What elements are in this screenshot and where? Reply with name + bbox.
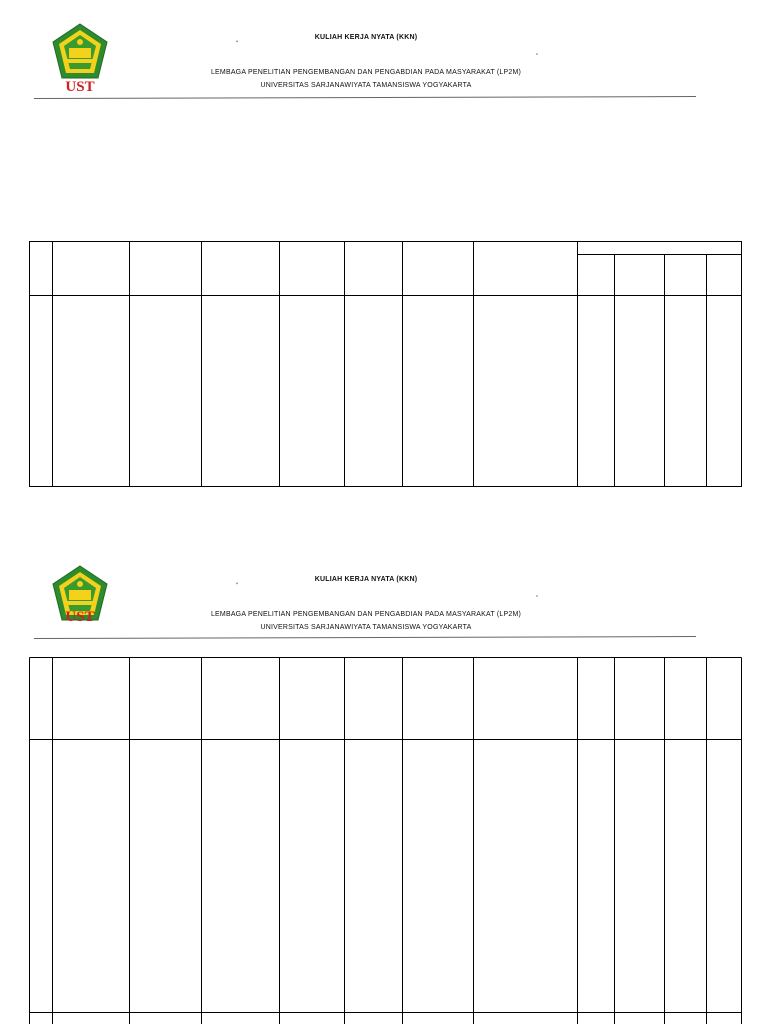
logo-text: UST [65, 79, 95, 95]
close-quote: ” [536, 596, 538, 602]
table-1-frame [30, 242, 742, 487]
blank-table-2 [30, 658, 742, 1024]
header-line-institute: LEMBAGA PENELITIAN PENGEMBANGAN DAN PENGABDIAN PADA MASYARAKAT (LP2M) [210, 69, 522, 76]
logo-text: UST [65, 609, 95, 625]
header-title: KULIAH KERJA NYATA (KKN) [314, 34, 418, 41]
open-quote: “ [236, 583, 238, 589]
header-line-university: UNIVERSITAS SARJANAWIYATA TAMANSISWA YOGYAKARTA [260, 82, 472, 89]
open-quote: “ [236, 41, 238, 47]
header-line-institute: LEMBAGA PENELITIAN PENGEMBANGAN DAN PENGABDIAN PADA MASYARAKAT (LP2M) [210, 611, 522, 618]
blank-table-1 [30, 242, 742, 487]
close-quote: ” [536, 54, 538, 60]
header-line-university: UNIVERSITAS SARJANAWIYATA TAMANSISWA YOGYAKARTA [260, 624, 472, 631]
header-title: KULIAH KERJA NYATA (KKN) [314, 576, 418, 583]
